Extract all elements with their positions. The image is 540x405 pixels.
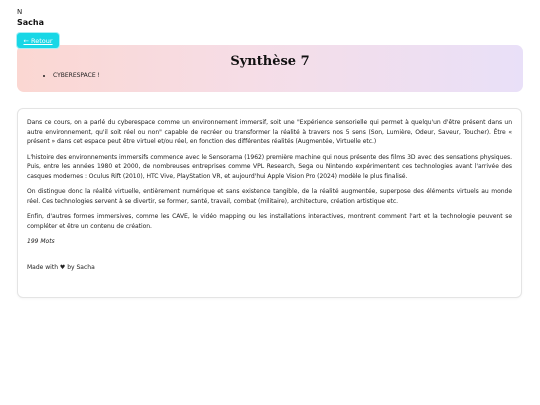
credit-author: by Sacha bbox=[67, 264, 95, 271]
tag-list bbox=[43, 72, 100, 80]
page-title: Synthèse 7 bbox=[230, 54, 310, 69]
paragraph: L'histoire des environnements immersifs commence avec le Sensorama (1962) première machine qui nous présente des films 3D avec des sensations physiques. Puis, entre les années 1980 et 2000, de nombreuses entreprises comme VPL Research, Sega ou Nintendo expérimentent ces technologies avant l'arrivée des casques modernes : Oculus Rift (2010), HTC Vive, PlayStation VR, et aujourd'hui Apple Vision Pro (2024) modèle le plus finalisé. bbox=[27, 153, 512, 180]
header-card bbox=[17, 45, 523, 92]
paragraph: On distingue donc la réalité virtuelle, entièrement numérique et sans existence tangible, de la réalité augmentée, superpose des éléments virtuels au monde réel. Ces technologies servent à se divertir, se former, santé, travail, combat (militaire), architecture, création artistique etc. bbox=[27, 188, 512, 205]
footer-credit bbox=[27, 263, 512, 272]
paragraph: Dans ce cours, on a parlé du cyberespace comme un environnement immersif, soit une "Expérience sensorielle qui permet à quelqu'un d'être présent dans un autre environnement, qu'il soit réel ou non" capable de recréer ou transformer la réalité à travers nos 5 sens (Son, Lumière, Odeur, Saveur, Toucher). Être « présent » dans cet espace peut être virtuel et/ou réel, en fonction des différentes réalités (Augmentée, Virtuelle etc.) bbox=[27, 119, 512, 145]
paragraph: Enfin, d'autres formes immersives, comme les CAVE, le vidéo mapping ou les installations interactives, montrent comment l'art et la technologie peuvent se compléter et être un contenu de création. bbox=[27, 213, 512, 230]
tag-item: • CYBERESPACE ! bbox=[53, 72, 100, 80]
content-card bbox=[17, 108, 522, 298]
back-button[interactable]: ← Retour bbox=[17, 33, 59, 48]
credit-prefix: Made with bbox=[27, 264, 58, 271]
word-count: 199 Mots bbox=[27, 238, 55, 245]
user-initial: N bbox=[17, 8, 23, 16]
user-name: Sacha bbox=[17, 18, 44, 27]
heart-icon: ♥ bbox=[59, 264, 66, 271]
